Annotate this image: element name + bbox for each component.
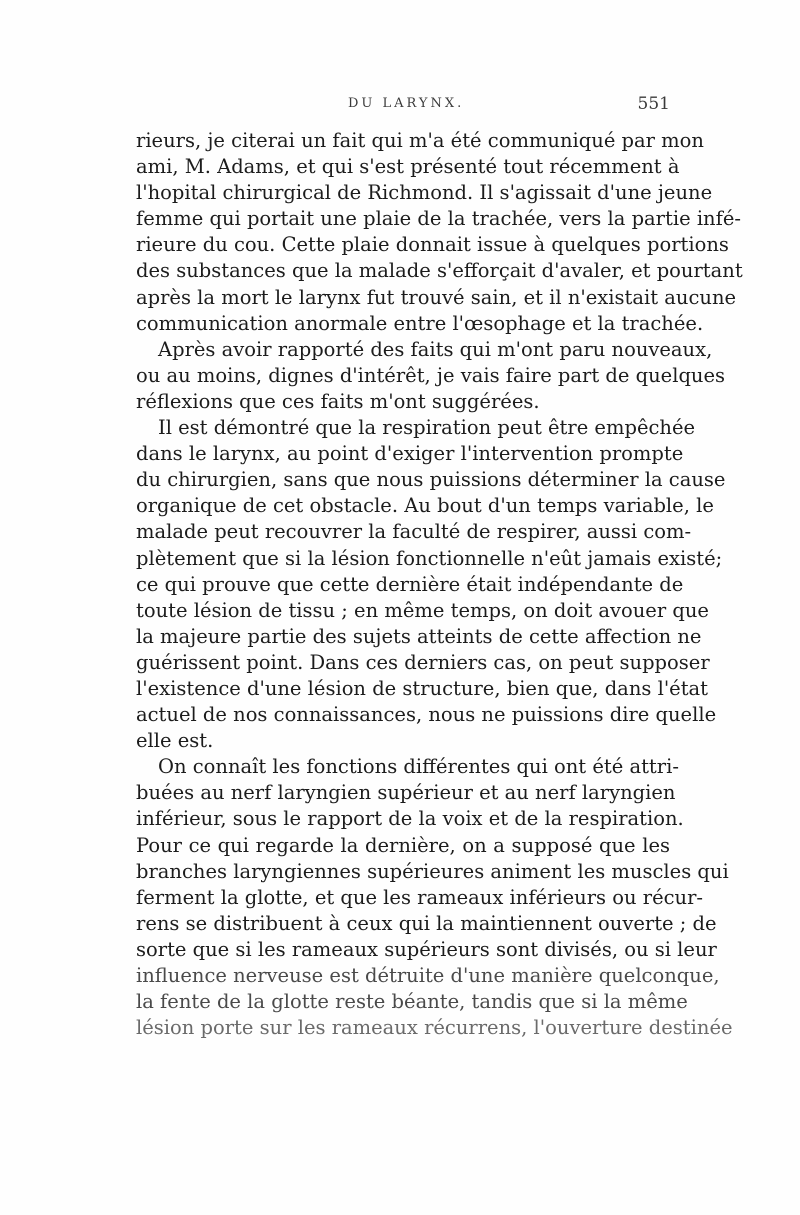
text-line: malade peut recouvrer la faculté de respirer, aussi com- xyxy=(136,520,692,544)
text-line: Après avoir rapporté des faits qui m'ont paru nouveaux, xyxy=(158,337,713,361)
text-line: ferment la glotte, et que les rameaux inférieurs ou récur- xyxy=(136,885,704,909)
running-title: DU LARYNX. xyxy=(348,96,465,111)
text-line: sorte que si les rameaux supérieurs sont divisés, ou si leur xyxy=(136,937,717,961)
page-number: 551 xyxy=(637,94,670,114)
text-line: l'existence d'une lésion de structure, bien que, dans l'état xyxy=(136,676,709,700)
text-line: On connaît les fonctions différentes qui ont été attri- xyxy=(158,755,679,779)
text-line: actuel de nos connaissances, nous ne puissions dire quelle xyxy=(136,703,717,727)
text-line: rieure du cou. Cette plaie donnait issue à quelques portions xyxy=(136,233,729,257)
text-line: des substances que la malade s'efforçait d'avaler, et pourtant xyxy=(136,259,743,283)
text-line: inférieur, sous le rapport de la voix et de la respiration. xyxy=(136,807,684,831)
text-line: ami, M. Adams, et qui s'est présenté tout récemment à xyxy=(136,155,680,179)
body-text xyxy=(136,128,743,1041)
text-line: Il est démontré que la respiration peut être empêchée xyxy=(158,416,696,440)
text-line: après la mort le larynx fut trouvé sain, et il n'existait aucune xyxy=(136,285,737,309)
text-line: du chirurgien, sans que nous puissions déterminer la cause xyxy=(136,468,726,492)
text-line: organique de cet obstacle. Au bout d'un temps variable, le xyxy=(136,494,714,518)
text-line: la fente de la glotte reste béante, tandis que si la même xyxy=(136,990,688,1014)
text-line: guérissent point. Dans ces derniers cas, on peut supposer xyxy=(136,650,710,674)
text-line: influence nerveuse est détruite d'une manière quelconque, xyxy=(136,964,720,987)
text-line: réflexions que ces faits m'ont suggérées. xyxy=(136,389,540,413)
text-line: rieurs, je citerai un fait qui m'a été communiqué par mon xyxy=(136,129,704,152)
text-line: plètement que si la lésion fonctionnelle n'eût jamais existé; xyxy=(136,546,723,570)
text-line: la majeure partie des sujets atteints de cette affection ne xyxy=(136,624,702,648)
text-line: ou au moins, dignes d'intérêt, je vais faire part de quelques xyxy=(136,363,726,387)
running-head xyxy=(136,96,670,120)
text-line: rens se distribuent à ceux qui la maintiennent ouverte ; de xyxy=(136,911,717,935)
text-line: toute lésion de tissu ; en même temps, on doit avouer que xyxy=(136,598,709,622)
text-line: ce qui prouve que cette dernière était indépendante de xyxy=(136,572,684,596)
text-line: lésion porte sur les rameaux récurrens, l'ouverture destinée xyxy=(136,1016,733,1040)
text-line: communication anormale entre l'œsophage et la trachée. xyxy=(136,311,704,335)
text-line: femme qui portait une plaie de la trachée, vers la partie infé- xyxy=(136,207,741,231)
text-line: l'hopital chirurgical de Richmond. Il s'agissait d'une jeune xyxy=(136,181,713,205)
text-line: branches laryngiennes supérieures animent les muscles qui xyxy=(136,859,729,883)
text-line: dans le larynx, au point d'exiger l'intervention prompte xyxy=(136,442,684,466)
text-line: Pour ce qui regarde la dernière, on a supposé que les xyxy=(136,833,670,857)
text-line: elle est. xyxy=(136,729,214,753)
text-line: buées au nerf laryngien supérieur et au nerf laryngien xyxy=(136,781,676,805)
